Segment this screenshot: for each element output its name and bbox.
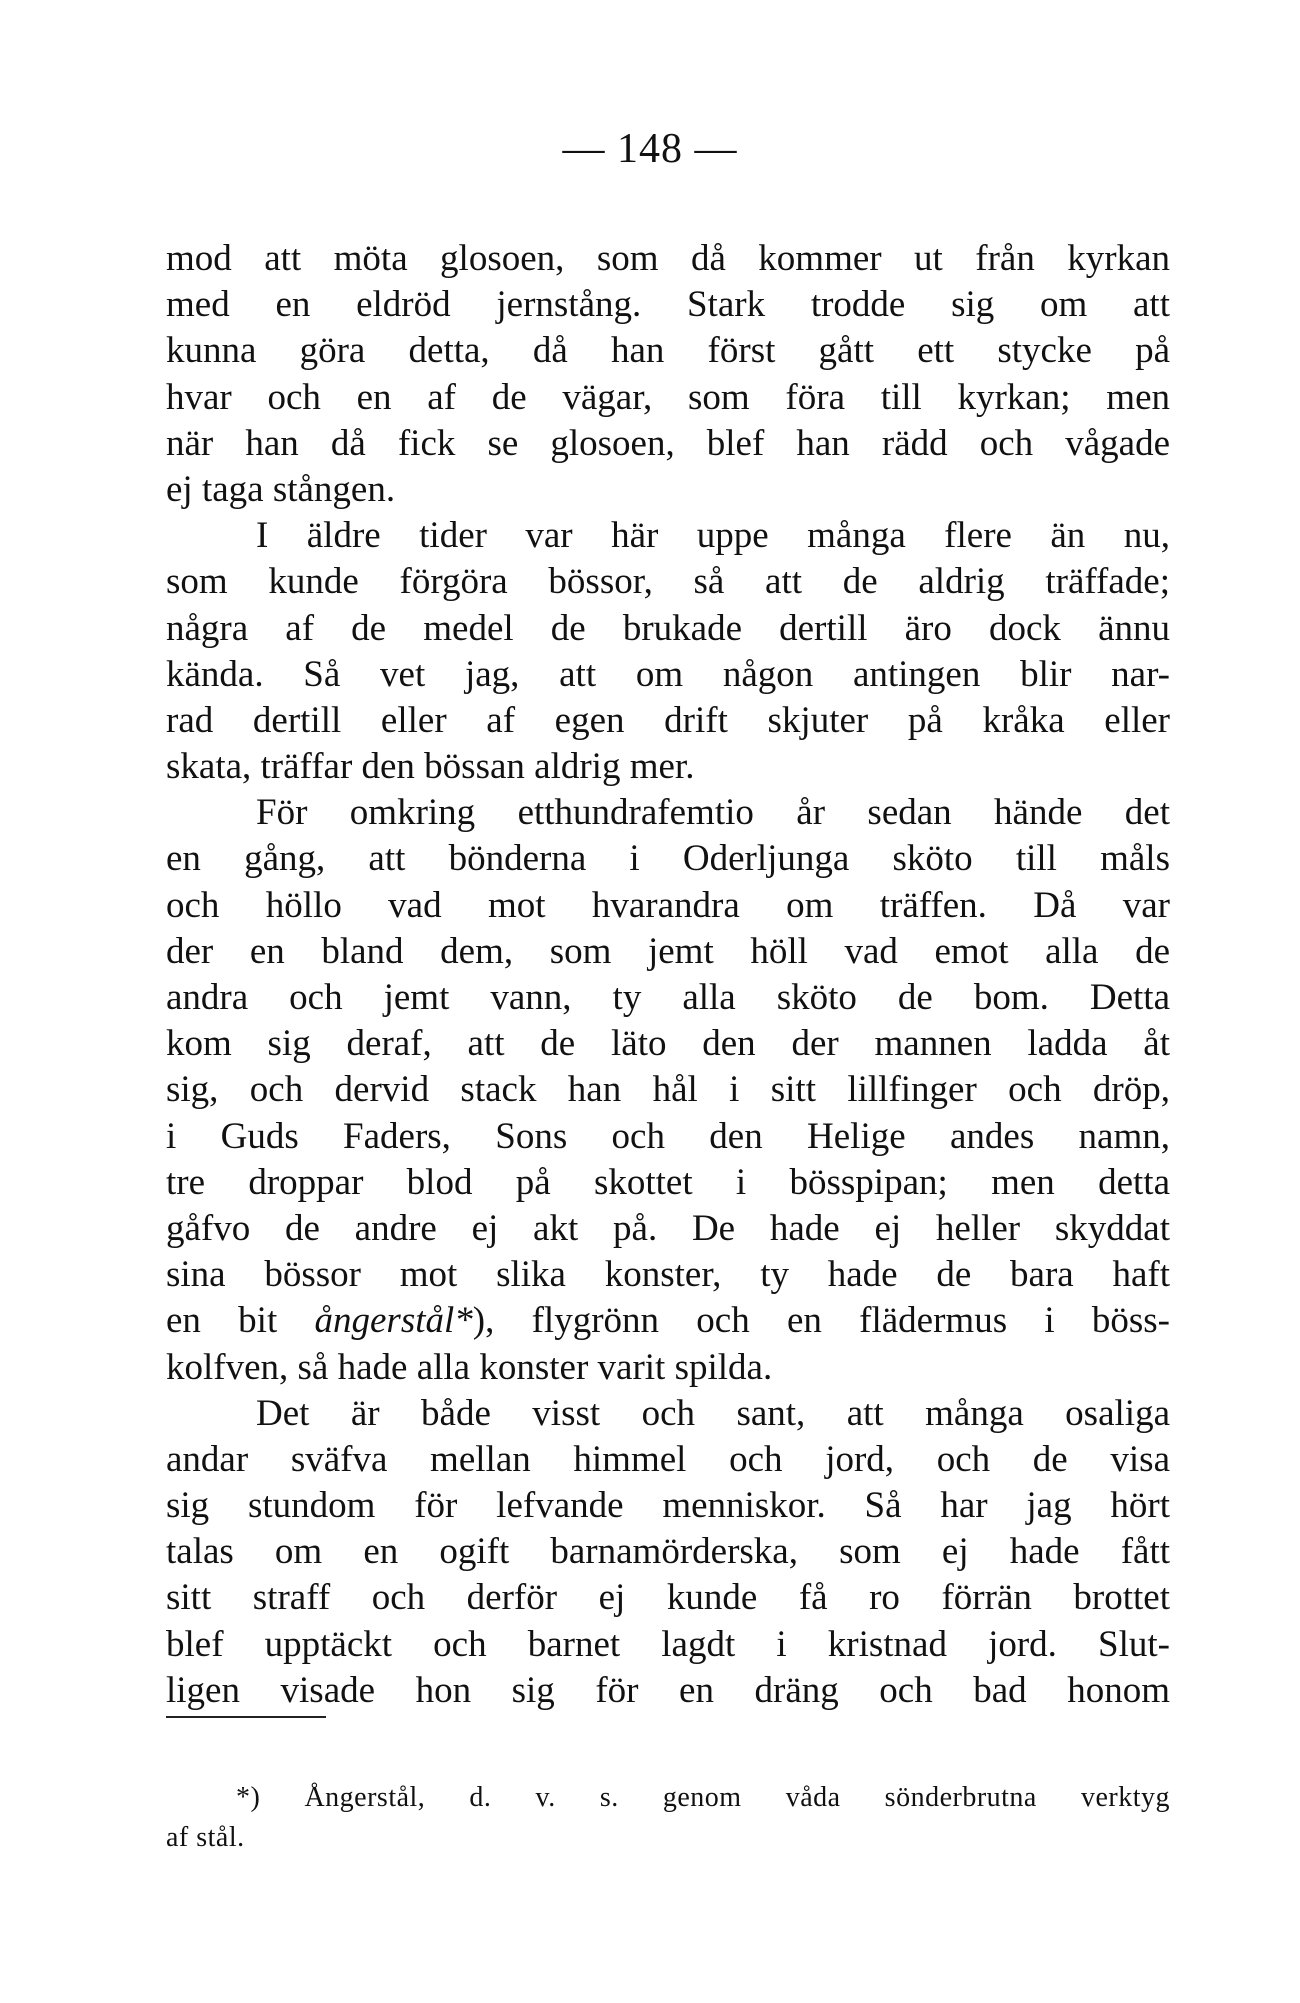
text-line: kom sig deraf, att de läto den der mannen ladda åt [166,1023,1170,1065]
text-line: mod att möta glosoen, som då kommer ut från kyrkan [166,238,1170,279]
text-line: der en bland dem, som jemt höll vad emot alla de [166,930,1170,972]
text-line: kolfven, så hade alla konster varit spilda. [166,1346,773,1388]
footnote-divider [166,1716,326,1718]
text-line: sitt straff och derför ej kunde få ro förrän brottet [166,1577,1170,1619]
text-line: blef upptäckt och barnet lagdt i kristnad jord. Slut- [166,1623,1170,1665]
text-line: andra och jemt vann, ty alla sköto de bom. Detta [166,977,1170,1018]
text-line: skata, träffar den bössan aldrig mer. [166,746,695,788]
text-line: som kunde förgöra bössor, så att de aldrig träffade; [166,561,1170,603]
text-line: i Guds Faders, Sons och den Helige andes namn, [166,1115,1170,1157]
text-line-with-footnote-ref [166,1298,1170,1344]
paragraph-first-line: För omkring etthundrafemtio år sedan hände det [256,792,1170,834]
text-line: hvar och en af de vägar, som föra till kyrkan; men [166,376,1170,418]
text-line: kunna göra detta, då han först gått ett stycke på [166,330,1170,372]
text-line: sig stundom för lefvande menniskor. Så har jag hört [166,1485,1170,1527]
text-line: ligen visade hon sig för en dräng och bad honom [166,1669,1170,1711]
body-text [166,236,1170,1714]
paragraph-first-line: Det är både visst och sant, att många osaliga [256,1392,1170,1434]
paragraph-first-line: I äldre tider var här uppe många flere än nu, [256,515,1170,557]
text-line: och höllo vad mot hvarandra om träffen. Då var [166,884,1170,926]
footnote [166,1778,1170,1858]
text-line: några af de medel de brukade dertill äro dock ännu [166,607,1170,649]
text-line: med en eldröd jernstång. Stark trodde sig om att [166,284,1170,326]
text-line: gåfvo de andre ej akt på. De hade ej heller skyddat [166,1207,1170,1249]
text-line: tre droppar blod på skottet i bösspipan; men detta [166,1161,1170,1203]
footnote-line: af stål. [166,1822,245,1853]
text-segment: en bit [166,1300,315,1342]
footnote-line: *) Ångerstål, d. v. s. genom våda sönderbrutna verktyg [236,1782,1170,1813]
text-line: andar sväfva mellan himmel och jord, och de visa [166,1438,1170,1480]
text-segment: ), flygrönn och en flädermus i böss- [472,1300,1170,1342]
text-line: talas om en ogift barnamörderska, som ej hade fått [166,1531,1170,1573]
text-line: sig, och dervid stack han hål i sitt lillfinger och dröp, [166,1069,1170,1111]
text-line: när han då fick se glosoen, blef han rädd och vågade [166,422,1170,464]
text-line: ej taga stången. [166,468,396,510]
text-line: sina bössor mot slika konster, ty hade de bara haft [166,1254,1170,1296]
text-line: rad dertill eller af egen drift skjuter på kråka eller [166,699,1170,741]
text-line: en gång, att bönderna i Oderljunga sköto till måls [166,838,1170,880]
page-number: — 148 — [562,126,738,172]
footnote-reference-term: ångerstål* [314,1300,473,1342]
text-line: kända. Så vet jag, att om någon antingen blir nar- [166,653,1170,695]
